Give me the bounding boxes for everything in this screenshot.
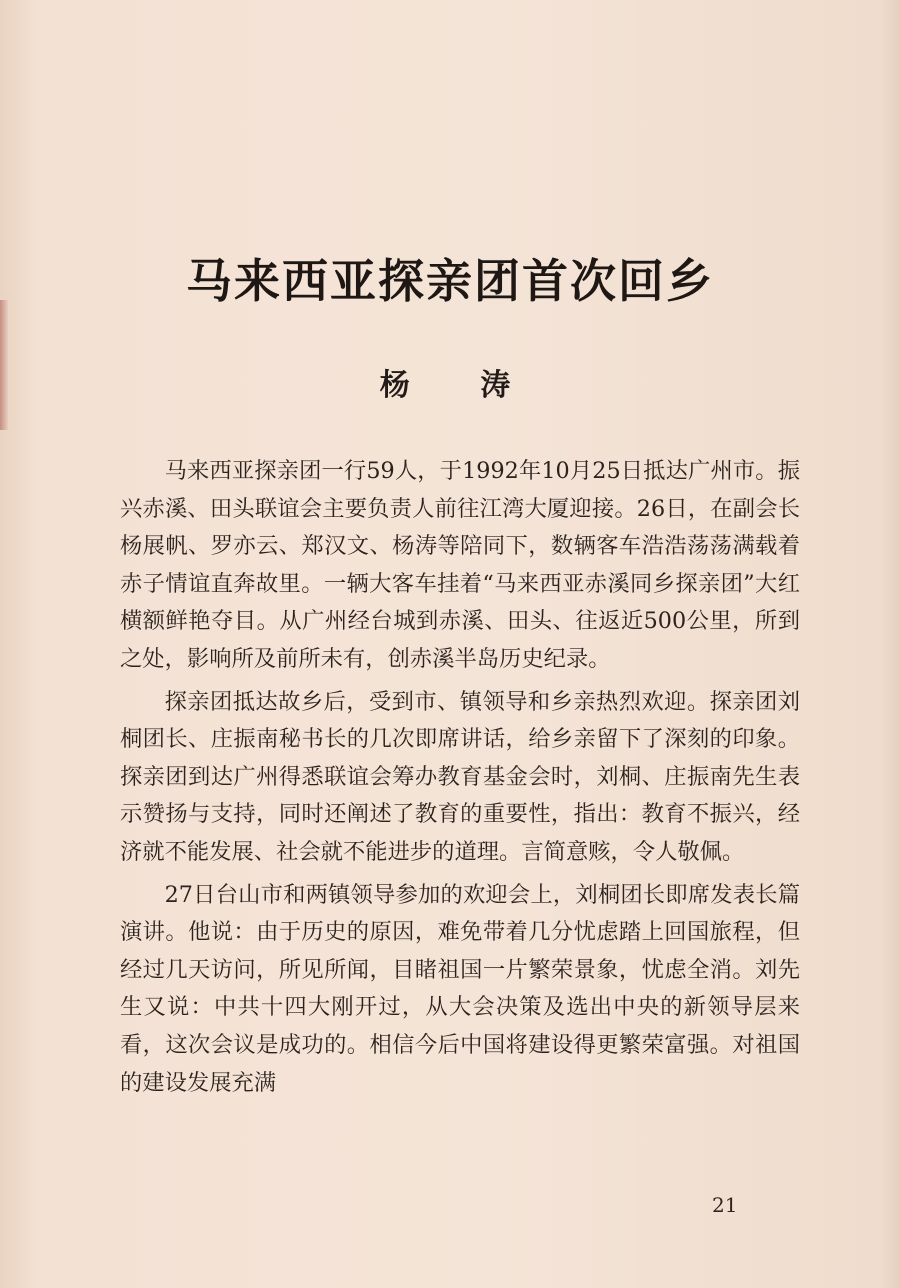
article-author: 杨 涛 <box>379 368 541 403</box>
article-title: 马来西亚探亲团首次回乡 <box>186 254 714 308</box>
article-paragraph: 探亲团抵达故乡后，受到市、镇领导和乡亲热烈欢迎。探亲团刘桐团长、庄振南秘书长的几次即席讲话，给乡亲留下了深刻的印象。探亲团到达广州得悉联谊会筹办教育基金会时，刘桐、庄振南先生表示赞扬与支持，同时还阐述了教育的重要性，指出：教育不振兴，经济就不能发展、社会就不能进步的道理。言简意赅，令人敬佩。 <box>120 688 800 865</box>
article-paragraph: 27日台山市和两镇领导参加的欢迎会上，刘桐团长即席发表长篇演讲。他说：由于历史的原因，难免带着几分忧虑踏上回国旅程，但经过几天访问，所见所闻，目睹祖国一片繁荣景象，忧虑全消。刘先生又说：中共十四大刚开过，从大会决策及选出中央的新领导层来看，这次会议是成功的。相信今后中国将建设得更繁荣富强。对祖国的建设发展充满 <box>120 881 800 1096</box>
article-body <box>120 453 800 1107</box>
page-number: 21 <box>712 1193 738 1217</box>
article-paragraph: 马来西亚探亲团一行59人，于1992年10月25日抵达广州市。振兴赤溪、田头联谊会主要负责人前往江湾大厦迎接。26日，在副会长杨展帆、罗亦云、郑汉文、杨涛等陪同下，数辆客车浩浩荡荡满载着赤子情谊直奔故里。一辆大客车挂着“马来西亚赤溪同乡探亲团”大红横额鲜艳夺目。从广州经台城到赤溪、田头、往返近500公里，所到之处，影响所及前所未有，创赤溪半岛历史纪录。 <box>120 458 800 672</box>
